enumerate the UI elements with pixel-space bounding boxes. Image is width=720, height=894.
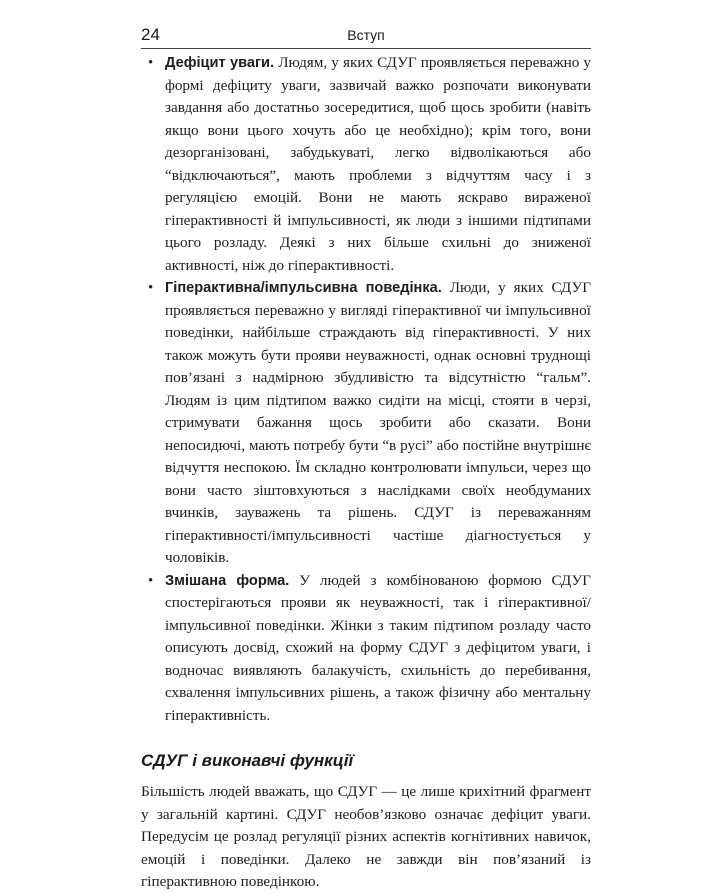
bullet-text: У людей з комбінованою формою СДУГ спостерігаються прояви як неуважності, так і гіперактивної/імпульсивної поведінки. Жінки з таким підтипом розладу часто описують досвід, схожий на форму СДУГ з дефіцитом уваги, і водночас виявляють балакучість, схильність до перебивання, схвалення імпульсивних рішень, а також фізичну або ментальну гіперактивність. [165, 571, 592, 724]
bullet-term: Змішана форма. [165, 572, 290, 589]
list-item [141, 570, 591, 728]
section-heading: СДУГ і виконавчі функції [141, 751, 354, 770]
section-paragraph: Більшість людей вважать, що СДУГ — це лише крихітний фрагмент у загальній картині. СДУГ необов’язково означає дефіцит уваги. Передусім це розлад регуляції різних аспектів когнітивних навичок, емоцій і поведінки. Далеко не завжди він пов’язаний із гіперактивною поведінкою. [141, 783, 591, 890]
bullet-icon: • [148, 55, 154, 71]
bullet-text: Люди, у яких СДУГ проявляється переважно у вигляді гіперактивної чи імпульсивної поведінки, найбільше страждають від гіперактивності. У них також можуть бути прояви неуважності, однак основні труднощі пов’язані з надмірною збудливістю та відсутністю “гальм”. Людям із цим підтипом важко сидіти на місці, стояти в черзі, стримувати бажання щось зробити або сказати. Вони непосидючі, мають потребу бути “в русі” або постійне внутрішнє відчуття неспокою. Їм складно контролювати імпульси, через що вони часто зіштовхуються з наслідками своїх необдуманих вчинків, зауважень та рішень. СДУГ із переважанням гіперактивності/імпульсивності частіше діагностується у чоловіків. [165, 279, 591, 566]
list-item [141, 52, 591, 277]
page-header [141, 24, 591, 49]
bullet-icon: • [148, 572, 154, 589]
page-number: 24 [141, 25, 160, 44]
list-item [141, 277, 591, 570]
bullet-term: Дефіцит уваги. [165, 55, 275, 71]
bullet-text: Людям, у яких СДУГ проявляється переважно у формі дефіциту уваги, зазвичай важко розпочати виконувати завдання або достатньо зосередитися, щоб щось зробити (навіть якщо вони цього хочуть або це необхідно); крім того, вони дезорганізовані, забудькуваті, легко відволікаються або “відключаються”, мають проблеми з відчуттям часу і з регуляцією емоцій. Вони не мають яскраво вираженої гіперактивності й імпульсивності, як люди з іншими підтипами цього розладу. Деякі з них більше схильні до зниженої активності, ніж до гіперактивності. [165, 54, 591, 274]
bullet-icon: • [148, 280, 154, 296]
running-head: Вступ [347, 27, 385, 43]
bullet-list [141, 52, 591, 727]
bullet-term: Гіперактивна/імпульсивна поведінка. [165, 280, 442, 296]
body-text [141, 52, 591, 894]
